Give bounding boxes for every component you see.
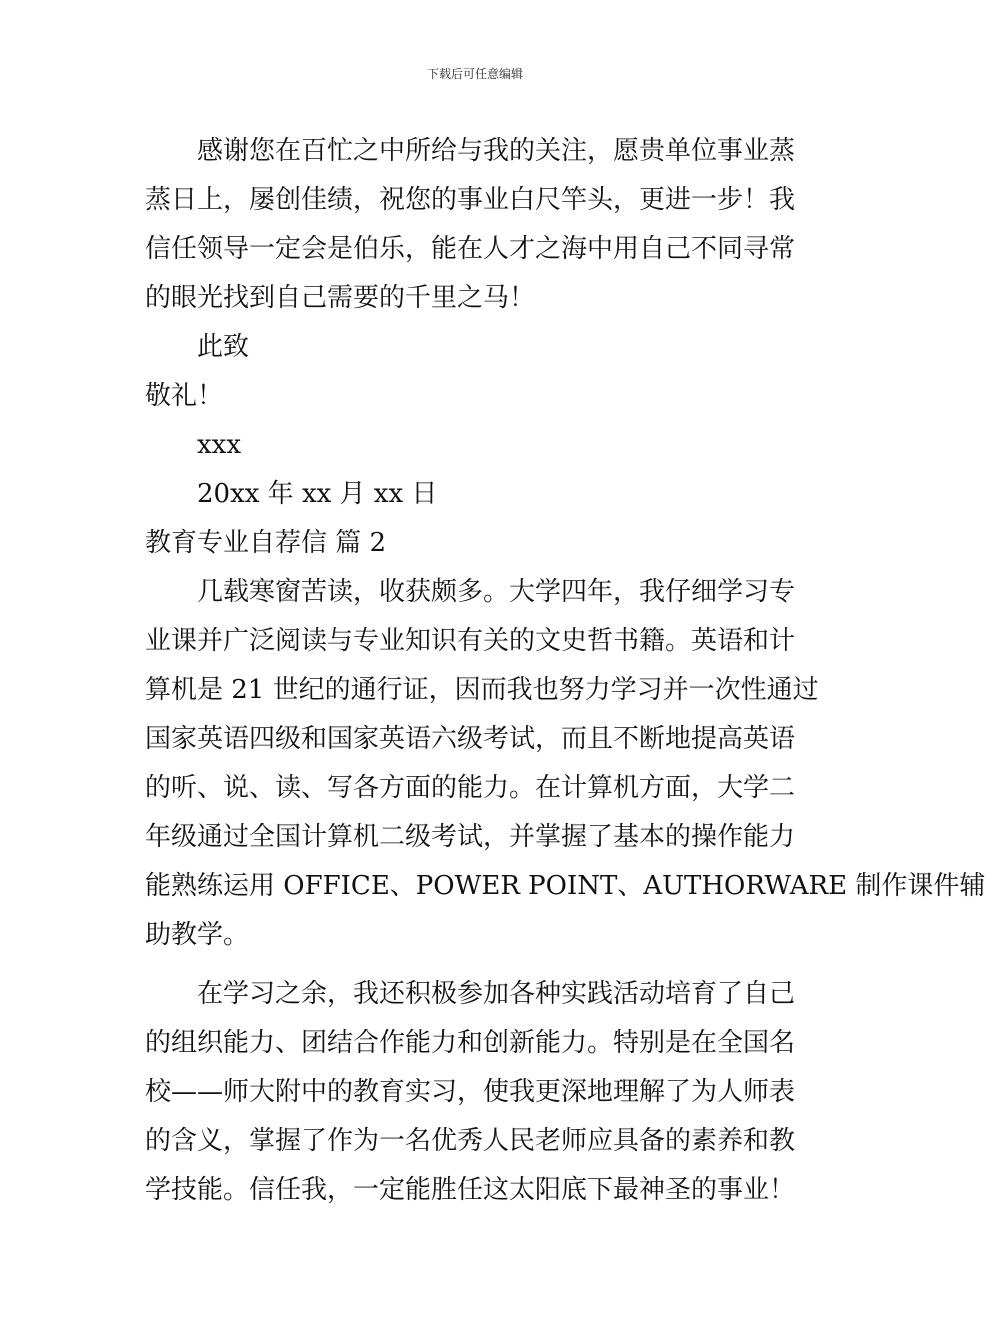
text-line: 年级通过全国计算机二级考试，并掌握了基本的操作能力 — [145, 822, 796, 852]
paragraph-2 — [145, 568, 985, 960]
page-header: 下载后可任意编辑 — [426, 67, 523, 81]
text-line: 信任领导一定会是伯乐，能在人才之海中用自己不同寻常 — [145, 234, 796, 264]
text-line: 在学习之余，我还积极参加各种实践活动培育了自己 — [197, 979, 796, 1009]
text-line: 业课并广泛阅读与专业知识有关的文史哲书籍。英语和计 — [145, 626, 796, 656]
text-line: 的听、说、读、写各方面的能力。在计算机方面，大学二 — [145, 773, 796, 803]
document-body — [145, 127, 985, 1215]
date-line: 20xx 年 xx 月 xx 日 — [197, 479, 438, 509]
text-line: 校——师大附中的教育实习，使我更深地理解了为人师表 — [145, 1077, 796, 1107]
text-line: 学技能。信任我，一定能胜任这太阳底下最神圣的事业！ — [145, 1175, 796, 1205]
text-line: 的组织能力、团结合作能力和创新能力。特别是在全国名 — [145, 1028, 796, 1058]
text-line: 助教学。 — [145, 920, 250, 950]
text-line: 蒸日上，屡创佳绩，祝您的事业白尺竿头，更进一步！我 — [145, 185, 796, 215]
text-line: 算机是 21 世纪的通行证，因而我也努力学习并一次性通过 — [145, 675, 819, 705]
text-line: 国家英语四级和国家英语六级考试，而且不断地提高英语 — [145, 724, 796, 754]
text-line: 能熟练运用 OFFICE、POWER POINT、AUTHORWARE 制作课件辅 — [145, 871, 985, 901]
paragraph-3 — [145, 970, 810, 1215]
text-line: 的眼光找到自己需要的千里之马！ — [145, 283, 536, 313]
text-line: 感谢您在百忙之中所给与我的关注，愿贵单位事业蒸 — [197, 136, 796, 166]
signature-line: xxx — [197, 430, 241, 460]
text-line: 的含义，掌握了作为一名优秀人民老师应具备的素养和教 — [145, 1126, 796, 1156]
section-title: 教育专业自荐信 篇 2 — [145, 528, 387, 558]
closing-line: 此致 — [197, 332, 250, 362]
paragraph-1 — [145, 127, 810, 323]
salute-line: 敬礼！ — [145, 381, 224, 411]
text-line: 几载寒窗苦读，收获颇多。大学四年，我仔细学习专 — [197, 577, 796, 607]
